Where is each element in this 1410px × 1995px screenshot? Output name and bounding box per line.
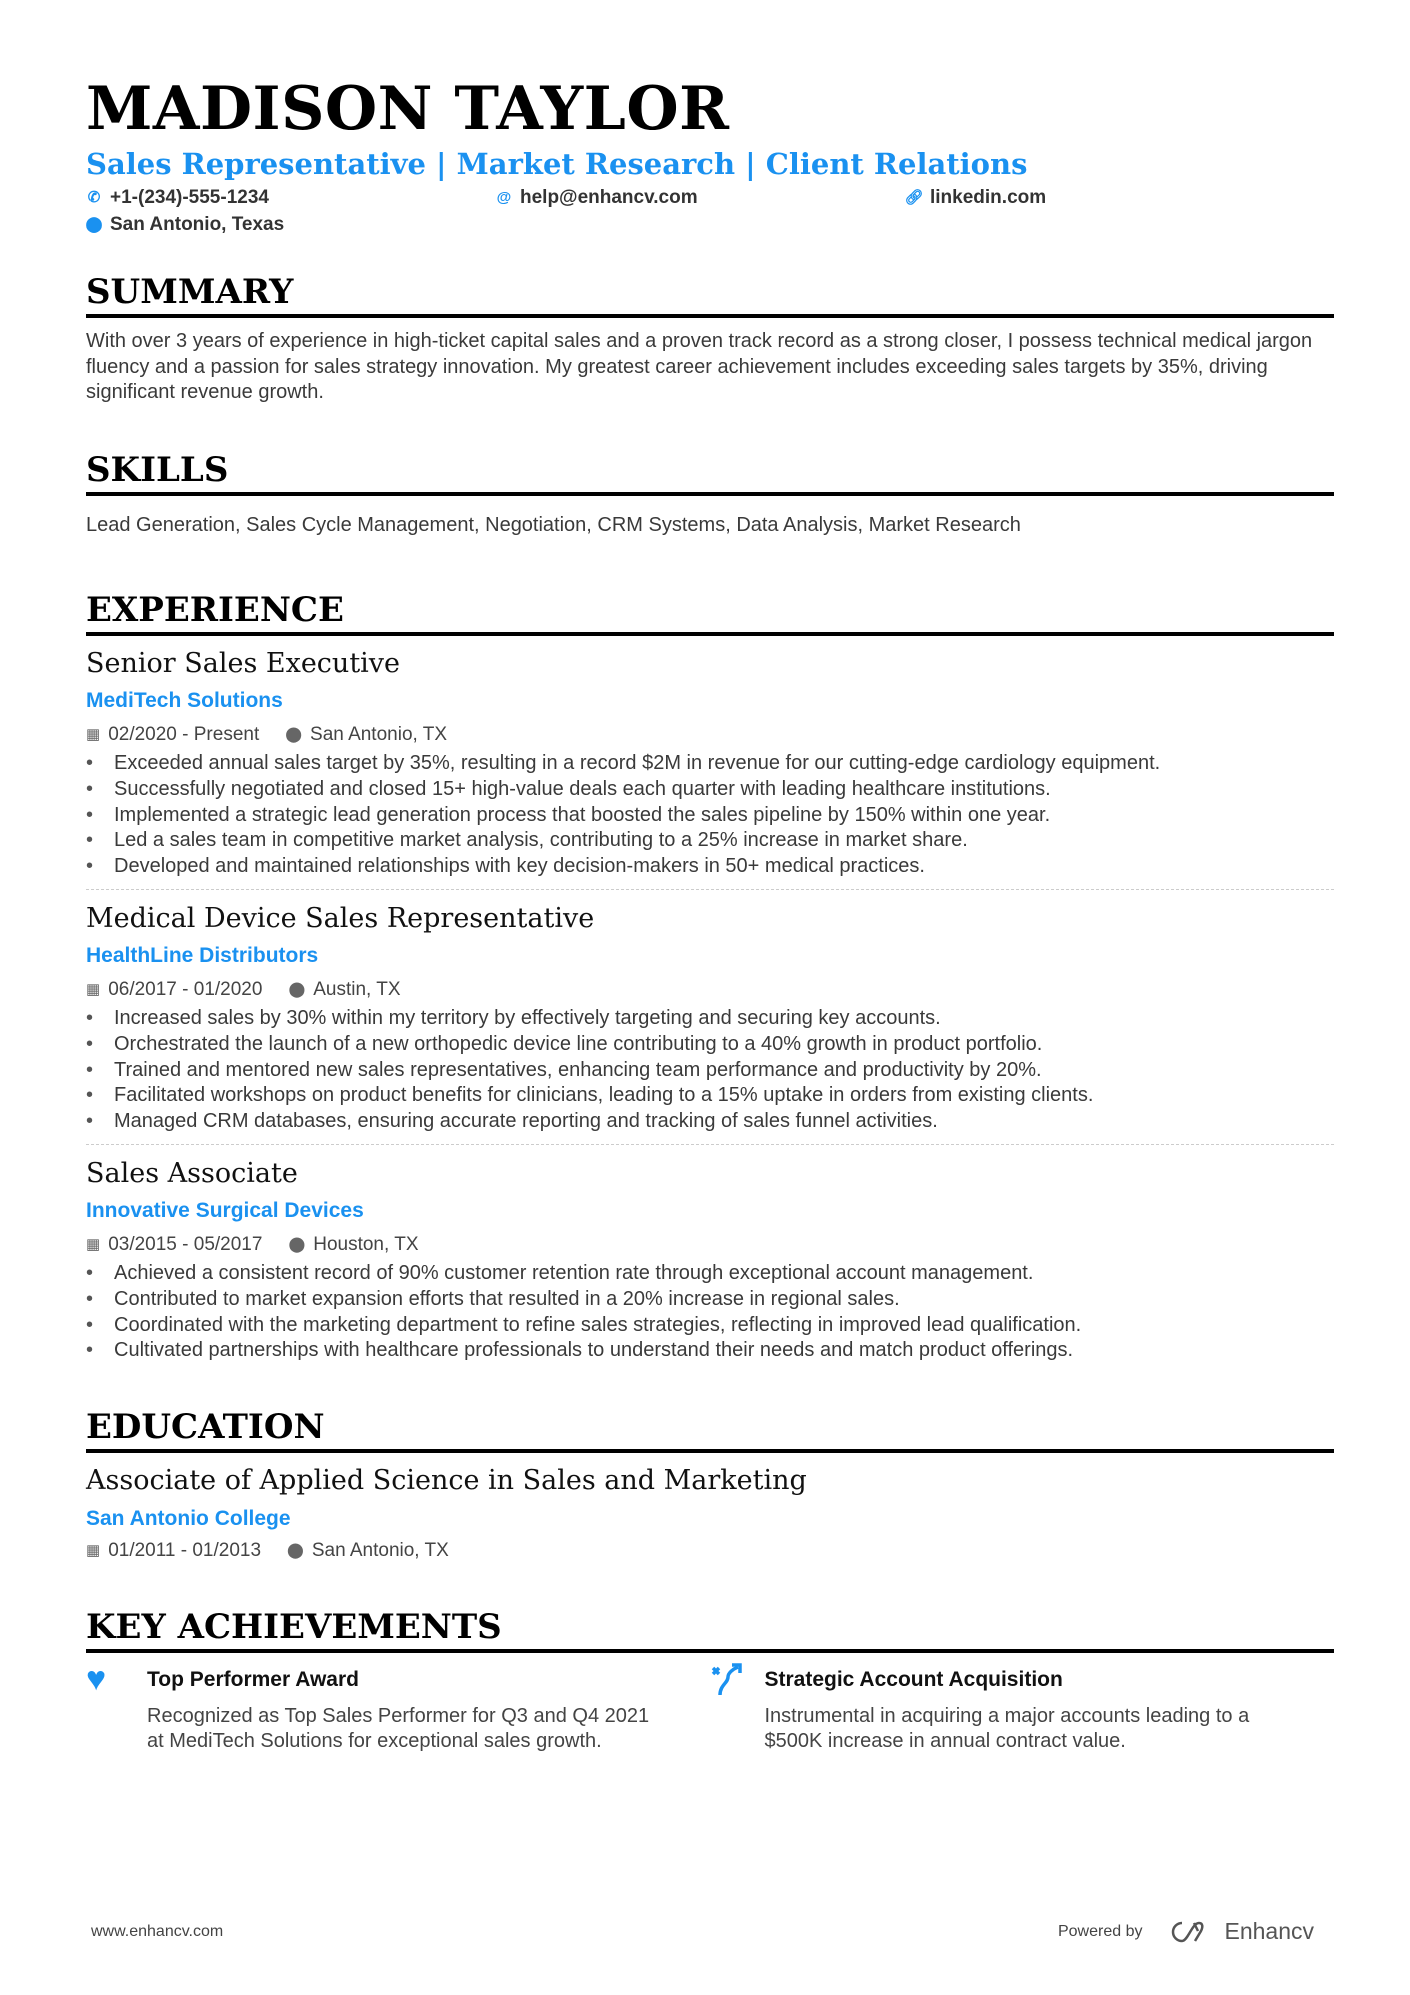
- job-bullet: • Led a sales team in competitive market analysis, contributing to a 25% increase in market share.: [86, 828, 1334, 854]
- phone-text: +1-(234)-555-1234: [110, 187, 269, 208]
- location-pin-icon: ⬤: [288, 981, 306, 999]
- summary-text: With over 3 years of experience in high-ticket capital sales and a proven track record as a strong closer, I possess technical medical jargon fluency and a passion for sales strategy innovation. My greatest career achievement includes exceeding sales targets by 35%, driving significant revenue growth.: [86, 330, 1313, 404]
- skills-text: Lead Generation, Sales Cycle Management, Negotiation, CRM Systems, Data Analysis, Market Research: [86, 513, 1021, 536]
- job-dates: 02/2020 - Present: [108, 724, 260, 746]
- location-text: San Antonio, Texas: [110, 214, 285, 235]
- job-bullet: • Exceeded annual sales target by 35%, resulting in a record $2M in revenue for our cutting-edge cardiology equipment.: [86, 751, 1334, 777]
- enhancv-brand-text: Enhancv: [1224, 1918, 1314, 1944]
- job-bullet: • Managed CRM databases, ensuring accurate reporting and tracking of sales funnel activities.: [86, 1109, 1334, 1135]
- calendar-icon: ▦: [86, 1236, 101, 1254]
- footer: [91, 1918, 1314, 1945]
- job-bullet: • Developed and maintained relationships with key decision-makers in 50+ medical practices.: [86, 854, 1334, 880]
- calendar-icon: ▦: [86, 981, 101, 999]
- achievement-desc: Instrumental in acquiring a major accounts leading to a $500K increase in annual contract value.: [764, 1704, 1250, 1753]
- job-title: Medical Device Sales Representative: [86, 903, 595, 935]
- job-dates: 06/2017 - 01/2020: [108, 979, 263, 1001]
- achievements-heading: KEY ACHIEVEMENTS: [86, 1605, 1334, 1653]
- website-link[interactable]: www.enhancv.com: [91, 1922, 224, 1940]
- job-bullet: • Implemented a strategic lead generation process that boosted the sales pipeline by 150% within one year.: [86, 803, 1334, 829]
- job-bullet: • Coordinated with the marketing department to refine sales strategies, reflecting in improved lead qualification.: [86, 1313, 1334, 1339]
- job-dates: 03/2015 - 05/2017: [108, 1234, 263, 1256]
- job-entry: [86, 1156, 1334, 1363]
- job-bullets: [86, 1006, 1334, 1134]
- strategy-icon: [710, 1666, 765, 1694]
- achievement-item: [710, 1666, 1335, 1755]
- skills-heading: SKILLS: [86, 448, 1334, 496]
- candidate-name: MADISON TAYLOR: [86, 74, 730, 144]
- job-bullet: • Achieved a consistent record of 90% customer retention rate through exceptional account management.: [86, 1261, 1334, 1287]
- email-contact[interactable]: [496, 184, 906, 211]
- location-pin-icon: ⬤: [285, 726, 303, 744]
- achievements-list: [86, 1660, 1334, 1755]
- job-bullet: • Contributed to market expansion efforts that resulted in a 20% increase in regional sales.: [86, 1287, 1334, 1313]
- job-title: Senior Sales Executive: [86, 648, 401, 680]
- link-icon: 🔗︎: [904, 189, 924, 206]
- email-text[interactable]: help@enhancv.com: [520, 187, 698, 208]
- powered-by: [1058, 1918, 1314, 1945]
- enhancv-logo[interactable]: [1168, 1918, 1314, 1945]
- heart-icon: ♥: [86, 1660, 107, 1699]
- achievement-title: Strategic Account Acquisition: [764, 1667, 1063, 1691]
- job-location: Austin, TX: [313, 979, 401, 1001]
- company-name: MediTech Solutions: [86, 689, 283, 713]
- phone-contact: [86, 184, 496, 211]
- summary-heading: SUMMARY: [86, 270, 1334, 318]
- job-divider: [86, 889, 1334, 890]
- job-bullet: • Increased sales by 30% within my territory by effectively targeting and securing key accounts.: [86, 1006, 1334, 1032]
- education-dates: 01/2011 - 01/2013: [108, 1539, 262, 1561]
- experience-list: [86, 646, 1334, 1363]
- job-bullet: • Successfully negotiated and closed 15+ high-value deals each quarter with leading healthcare institutions.: [86, 777, 1334, 803]
- enhancv-logo-icon: [1168, 1919, 1214, 1945]
- location-pin-icon: ⬤: [288, 1236, 306, 1254]
- job-meta: [86, 721, 1334, 749]
- job-bullet: • Trained and mentored new sales representatives, enhancing team performance and productivity by 20%.: [86, 1058, 1334, 1084]
- job-bullet: • Cultivated partnerships with healthcare professionals to understand their needs and match product offerings.: [86, 1338, 1334, 1364]
- location-pin-icon: ⬤: [287, 1541, 304, 1559]
- job-bullets: [86, 1261, 1334, 1363]
- job-entry: [86, 901, 1334, 1134]
- job-bullet: • Orchestrated the launch of a new orthopedic device line contributing to a 40% growth in product portfolio.: [86, 1032, 1334, 1058]
- company-name: HealthLine Distributors: [86, 944, 319, 968]
- job-entry: [86, 646, 1334, 879]
- job-divider: [86, 1144, 1334, 1145]
- achievement-item: [86, 1660, 711, 1755]
- job-meta: [86, 1231, 1334, 1259]
- job-location: San Antonio, TX: [310, 724, 448, 746]
- at-icon: @: [496, 189, 512, 206]
- location-row: [86, 211, 1334, 238]
- calendar-icon: ▦: [86, 1541, 101, 1559]
- education-heading: EDUCATION: [86, 1405, 1334, 1453]
- contact-row: [86, 184, 1334, 211]
- calendar-icon: ▦: [86, 726, 101, 744]
- degree-title: Associate of Applied Science in Sales and Marketing: [86, 1464, 807, 1496]
- job-title: Sales Associate: [86, 1158, 298, 1190]
- linkedin-contact[interactable]: [906, 184, 1046, 211]
- job-meta: [86, 976, 1334, 1004]
- phone-icon: ✆: [87, 189, 101, 206]
- linkedin-text[interactable]: linkedin.com: [930, 187, 1047, 208]
- job-bullet: • Facilitated workshops on product benefits for clinicians, leading to a 15% uptake in orders from existing clients.: [86, 1083, 1334, 1109]
- job-location: Houston, TX: [313, 1234, 419, 1256]
- education-meta: [86, 1537, 1334, 1565]
- achievement-title: Top Performer Award: [147, 1667, 359, 1691]
- achievement-desc: Recognized as Top Sales Performer for Q3 and Q4 2021 at MediTech Solutions for exceptional sales growth.: [147, 1704, 650, 1753]
- experience-heading: EXPERIENCE: [86, 588, 1334, 636]
- company-name: Innovative Surgical Devices: [86, 1199, 364, 1223]
- school-name: San Antonio College: [86, 1506, 291, 1530]
- education-location: San Antonio, TX: [311, 1539, 449, 1561]
- job-bullets: [86, 751, 1334, 879]
- candidate-headline: Sales Representative | Market Research | Client Relations: [86, 147, 1028, 181]
- location-pin-icon: ⬤: [85, 216, 103, 233]
- powered-by-text: Powered by: [1057, 1922, 1143, 1940]
